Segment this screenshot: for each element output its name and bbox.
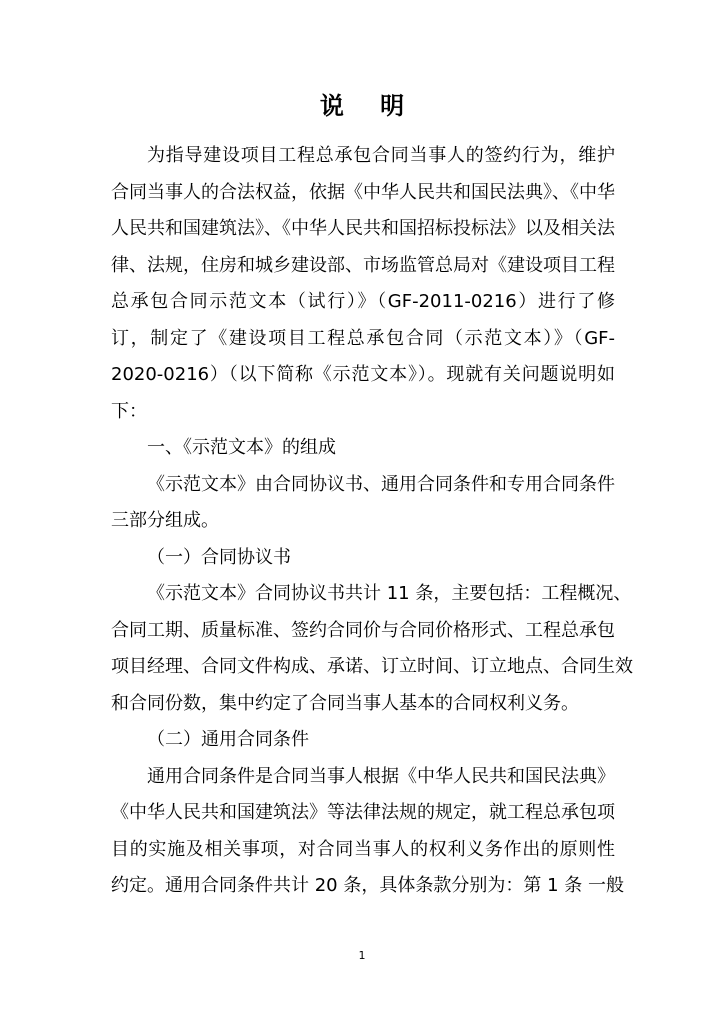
paragraph-line: 为指导建设项目工程总承包合同当事人的签约行为，维护	[147, 145, 615, 166]
paragraph-line: 约定。通用合同条件共计 20 条，具体条款分别为：第 1 条 一般	[111, 875, 624, 896]
paragraph-line: （二）通用合同条件	[147, 729, 309, 750]
paragraph-line: 一、《示范文本》的组成	[147, 437, 336, 458]
paragraph-line: 通用合同条件是合同当事人根据《中华人民共和国民法典》	[147, 765, 615, 787]
paragraph-line: 项目经理、合同文件构成、承诺、订立时间、订立地点、合同生效	[111, 656, 633, 677]
paragraph-line: 2020-0216）（以下简称《示范文本》）。现就有关问题说明如	[111, 364, 615, 385]
paragraph-line: 订，制定了《建设项目工程总承包合同（示范文本）》（GF-	[111, 327, 615, 349]
paragraph-line: 和合同份数，集中约定了合同当事人基本的合同权利义务。	[111, 692, 579, 714]
paragraph-line: 律、法规，住房和城乡建设部、市场监管总局对《建设项目工程	[111, 254, 615, 276]
paragraph-line: 《示范文本》由合同协议书、通用合同条件和专用合同条件	[147, 473, 615, 495]
document-title: 说 明	[319, 92, 419, 120]
page-number: 1	[358, 949, 366, 962]
paragraph-line: （一）合同协议书	[147, 546, 291, 568]
document-body	[111, 138, 633, 905]
paragraph-line: 合同当事人的合法权益，依据《中华人民共和国民法典》、《中华	[111, 181, 615, 203]
paragraph-line: 《中华人民共和国建筑法》等法律法规的规定，就工程总承包项	[111, 802, 615, 823]
paragraph-line: 合同工期、质量标准、签约合同价与合同价格形式、工程总承包	[111, 619, 615, 641]
paragraph-line: 总承包合同示范文本（试行）》（GF-2011-0216）进行了修	[111, 291, 615, 312]
paragraph-line: 人民共和国建筑法》、《中华人民共和国招标投标法》以及相关法	[111, 218, 615, 239]
paragraph-line: 目的实施及相关事项，对合同当事人的权利义务作出的原则性	[111, 838, 615, 860]
paragraph-line: 《示范文本》合同协议书共计 11 条，主要包括：工程概况、	[147, 583, 632, 604]
paragraph-line: 下：	[111, 400, 147, 422]
paragraph-line: 三部分组成。	[111, 510, 219, 531]
